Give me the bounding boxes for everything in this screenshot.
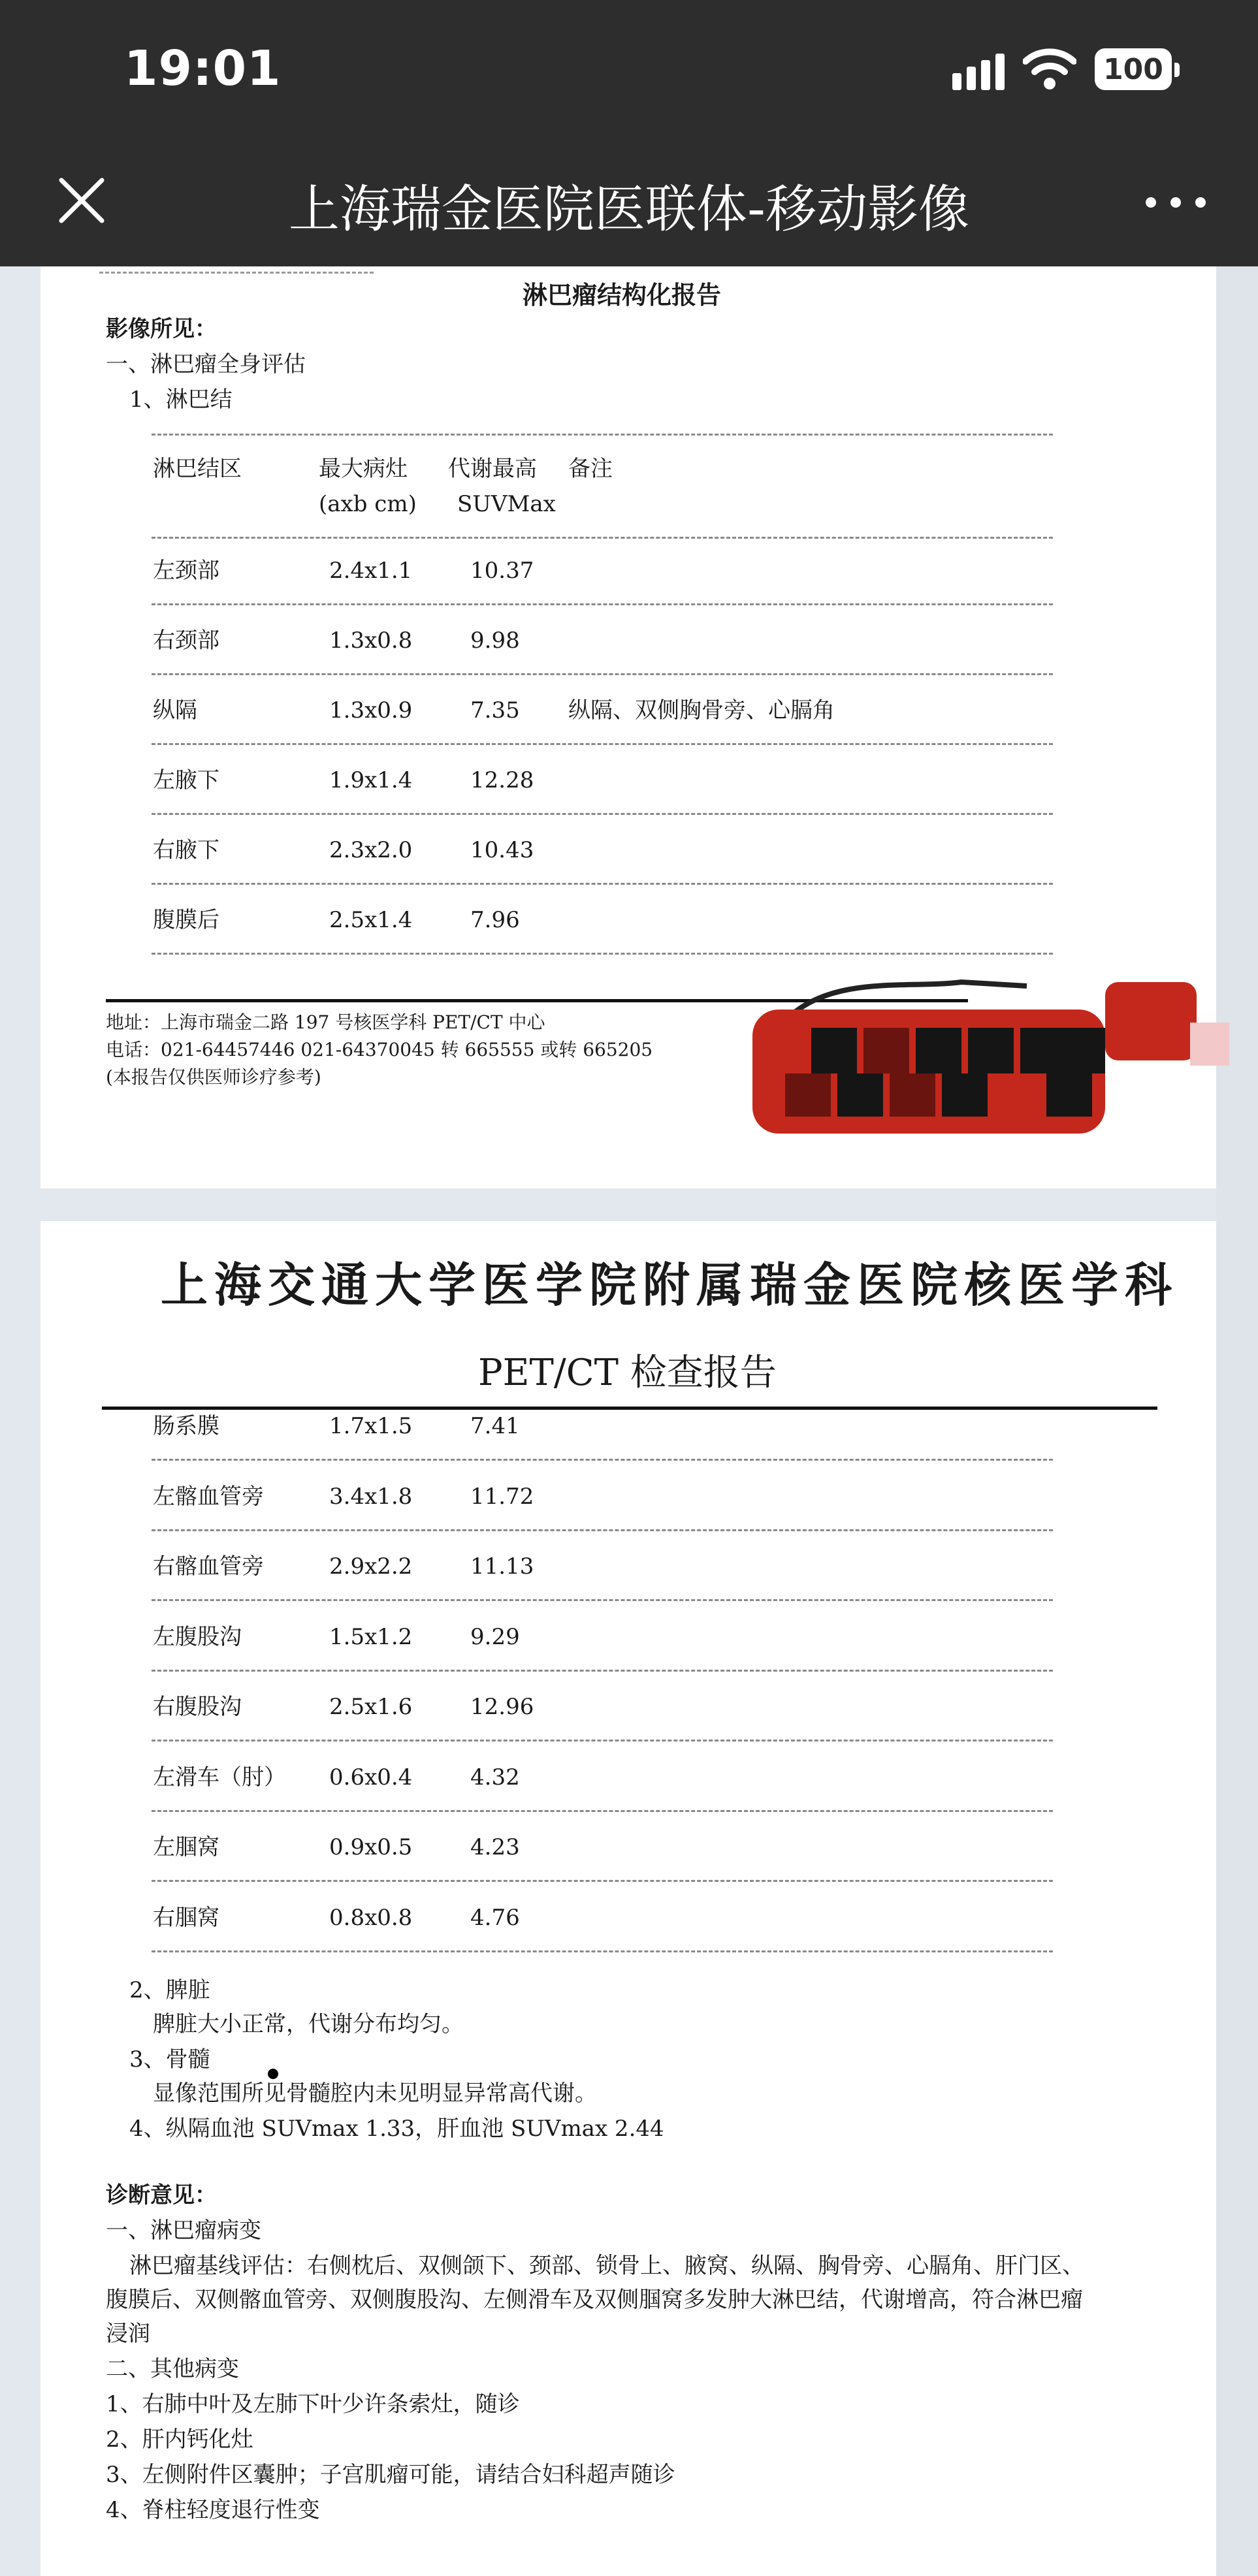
table-cell-size: 2.4x1.1 [329, 558, 413, 584]
table-cell-suv: 12.28 [470, 767, 534, 793]
table-divider [152, 1599, 1053, 1601]
table-divider [152, 953, 1053, 955]
col-header-note: 备注 [568, 456, 613, 482]
table-cell-suv: 4.23 [470, 1834, 520, 1860]
marrow-title: 3、骨髓 [129, 2046, 210, 2073]
table-cell-size: 2.5x1.6 [329, 1694, 413, 1720]
table-cell-size: 0.8x0.8 [329, 1905, 413, 1931]
table-cell-region: 左髂血管旁 [153, 1484, 264, 1510]
table-divider [152, 743, 1053, 745]
spleen-title: 2、脾脏 [129, 1977, 210, 2003]
table-cell-size: 2.5x1.4 [329, 907, 413, 933]
diagnosis-section-2: 二、其他病变 [106, 2356, 239, 2382]
table-divider [152, 1740, 1053, 1741]
status-time: 19:01 [124, 40, 282, 97]
table-cell-suv: 4.76 [470, 1905, 520, 1931]
diagnosis-item: 3、左侧附件区囊肿；子宫肌瘤可能，请结合妇科超声随诊 [106, 2462, 675, 2488]
col-header-size: 最大病灶 [319, 456, 408, 482]
table-cell-suv: 4.32 [470, 1764, 520, 1790]
table-cell-region: 腹膜后 [153, 907, 219, 933]
spleen-text: 脾脏大小正常，代谢分布均匀。 [153, 2011, 464, 2037]
col-header-size-unit: (axb cm) [319, 491, 417, 517]
table-cell-size: 2.9x2.2 [329, 1553, 413, 1580]
table-divider [152, 673, 1053, 675]
top-bar [0, 0, 1258, 266]
diagnosis-item: 2、肝内钙化灶 [106, 2426, 253, 2453]
table-cell-region: 左腘窝 [153, 1834, 219, 1860]
redaction-mark [739, 962, 1236, 1145]
table-cell-region: 左腹股沟 [153, 1624, 242, 1650]
table-cell-size: 1.7x1.5 [329, 1413, 413, 1439]
col-header-suv-unit: SUVMax [457, 491, 556, 517]
col-header-region: 淋巴结区 [153, 456, 242, 482]
bloodpool-text: 4、纵隔血池 SUVmax 1.33，肝血池 SUVmax 2.44 [129, 2116, 664, 2142]
wifi-icon [1023, 47, 1076, 90]
report-page-2 [40, 1221, 1216, 2576]
diagnosis-item: 4、脊柱轻度退行性变 [106, 2497, 320, 2523]
table-divider [152, 434, 1053, 436]
table-cell-size: 0.6x0.4 [329, 1764, 413, 1790]
more-icon[interactable] [1143, 189, 1208, 215]
report-page-1 [40, 266, 1216, 1188]
table-divider [152, 1670, 1053, 1672]
table-divider [152, 1459, 1053, 1461]
table-cell-region: 右髂血管旁 [153, 1553, 264, 1580]
clipped-header-line [99, 264, 374, 274]
table-cell-suv: 12.96 [470, 1694, 534, 1720]
scroll-gutter [1216, 266, 1258, 2576]
table-divider [152, 1529, 1053, 1531]
col-header-suv: 代谢最高 [448, 456, 537, 482]
table-cell-region: 右腋下 [153, 837, 219, 863]
table-cell-suv: 7.35 [470, 697, 520, 724]
diagnosis-line: 浸润 [106, 2321, 150, 2347]
table-cell-region: 右颈部 [153, 628, 219, 654]
table-cell-size: 1.3x0.9 [329, 697, 413, 724]
table-cell-suv: 11.72 [470, 1484, 534, 1510]
table-cell-region: 左颈部 [153, 558, 219, 584]
table-cell-suv: 7.41 [470, 1413, 520, 1439]
table-cell-suv: 10.37 [470, 558, 534, 584]
table-cell-size: 1.9x1.4 [329, 767, 413, 793]
diagnosis-line: 腹膜后、双侧髂血管旁、双侧腹股沟、左侧滑车及双侧腘窝多发肿大淋巴结，代谢增高，符合淋巴瘤 [106, 2287, 1083, 2313]
hospital-name: 上海交通大学医学院附属瑞金医院核医学科 [161, 1257, 1179, 1312]
table-cell-size: 0.9x0.5 [329, 1834, 413, 1860]
table-cell-suv: 10.43 [470, 837, 534, 863]
table-divider [152, 537, 1053, 539]
table-cell-suv: 11.13 [470, 1553, 534, 1580]
battery-icon [1095, 48, 1172, 90]
findings-label: 影像所见： [106, 316, 217, 342]
table-cell-region: 右腘窝 [153, 1905, 219, 1931]
bullet-dot [268, 2069, 278, 2079]
table-cell-size: 1.5x1.2 [329, 1624, 413, 1650]
footer-address: 地址：上海市瑞金二路 197 号核医学科 PET/CT 中心 [106, 1011, 545, 1033]
table-cell-size: 2.3x2.0 [329, 837, 413, 863]
diagnosis-item: 1、右肺中叶及左肺下叶少许条索灶，随诊 [106, 2391, 520, 2417]
table-cell-region: 纵隔 [153, 697, 197, 724]
diagnosis-line: 淋巴瘤基线评估：右侧枕后、双侧颌下、颈部、锁骨上、腋窝、纵隔、胸骨旁、心膈角、肝门区、 [129, 2253, 1084, 2279]
table-cell-region: 右腹股沟 [153, 1694, 242, 1720]
close-icon[interactable] [52, 171, 111, 230]
battery-level: 100 [1103, 52, 1163, 86]
table-cell-region: 左腋下 [153, 767, 219, 793]
footer-phone: 电话：021-64457446 021-64370045 转 665555 或转 665205 [106, 1039, 653, 1060]
table-divider [152, 1880, 1053, 1882]
diagnosis-section-1: 一、淋巴瘤病变 [106, 2218, 261, 2244]
report-section-title: 淋巴瘤结构化报告 [523, 280, 722, 310]
signal-icon [952, 54, 1006, 90]
diagnosis-label: 诊断意见： [106, 2182, 217, 2208]
table-divider [152, 1810, 1053, 1812]
table-cell-size: 1.3x0.8 [329, 628, 413, 654]
page-title: 上海瑞金医院医联体-移动影像 [288, 180, 970, 239]
table-cell-region: 左滑车（肘） [153, 1764, 286, 1790]
table-divider [152, 603, 1053, 605]
footer-note: (本报告仅供医师诊疗参考) [106, 1066, 321, 1088]
table-cell-note: 纵隔、双侧胸骨旁、心膈角 [568, 697, 835, 724]
table-divider [152, 1950, 1053, 1952]
table-cell-region: 肠系膜 [153, 1413, 219, 1439]
report-title: PET/CT 检查报告 [478, 1352, 777, 1394]
table-cell-suv: 9.29 [470, 1624, 520, 1650]
table-divider [152, 883, 1053, 885]
section-heading: 一、淋巴瘤全身评估 [106, 351, 306, 377]
table-cell-suv: 7.96 [470, 907, 520, 933]
marrow-text: 显像范围所见骨髓腔内未见明显异常高代谢。 [153, 2080, 597, 2107]
subsection-heading: 1、淋巴结 [129, 387, 233, 413]
table-divider [152, 813, 1053, 815]
table-cell-suv: 9.98 [470, 628, 520, 654]
table-cell-size: 3.4x1.8 [329, 1484, 413, 1510]
header-rule [102, 1407, 1157, 1410]
